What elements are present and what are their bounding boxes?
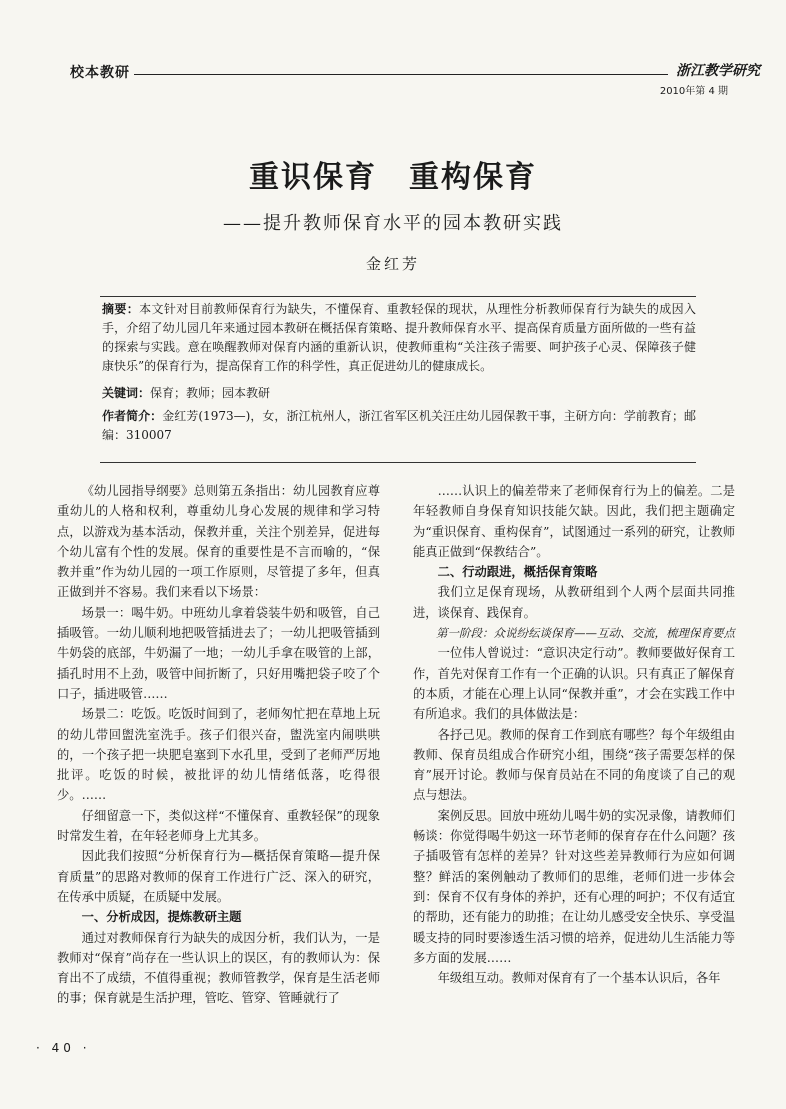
- issue-label: 2010年第 4 期: [659, 86, 728, 97]
- body-column-right: [413, 481, 735, 988]
- section-heading: 一、分析成因，提炼教研主题: [81, 910, 242, 925]
- paragraph: 《幼儿园指导纲要》总则第五条指出：幼儿园教育应尊重幼儿的人格和权利，尊重幼儿身心发展的规律和学习特点，以游戏为基本活动，保教并重，关注个别差异，促进每个幼儿富有个性的发展。保育的重要性是不言而喻的，“保教并重”作为幼儿园的一项工作原则，尽管提了多年，但真正做到并不容易。我们来看以下场景：: [57, 484, 380, 600]
- article-title: 重识保育 重构保育: [249, 160, 537, 195]
- running-header-section: 校本教研: [70, 65, 130, 81]
- paragraph: 通过对教师保育行为缺失的成因分析，我们认为，一是教师对“保育”尚存在一些认识上的误区，有的教师认为：保育出不了成绩，不值得重视；教师管教学，保育是生活老师的事；保育就是生活护理，管吃、管穿、管睡就行了: [57, 930, 380, 1006]
- keywords-line: [102, 384, 696, 403]
- article-author: 金红芳: [365, 255, 420, 273]
- paragraph: 场景二：吃饭。吃饭时间到了，老师匆忙把在草地上玩的幼儿带回盥洗室洗手。孩子们很兴奋，盥洗室内闹哄哄的，一个孩子把一块肥皂塞到下水孔里，受到了老师严厉地批评。吃饭的时候，被批评的幼儿情绪低落，吃得很少。……: [57, 707, 380, 803]
- paragraph: 各抒己见。教师的保育工作到底有哪些？每个年级组由教师、保育员组成合作研究小组，围绕“孩子需要怎样的保育”展开讨论。教师与保育员站在不同的角度谈了自己的观点与想法。: [413, 727, 735, 803]
- abstract-rule-top: [100, 296, 696, 297]
- abstract-rule-bottom: [100, 462, 696, 463]
- bio-text: 金红芳(1973—)，女，浙江杭州人，浙江省军区机关汪庄幼儿园保教干事，主研方向：学前教育；邮编：310007: [102, 409, 696, 442]
- paragraph: 一位伟人曾说过：“意识决定行动”。教师要做好保育工作，首先对保育工作有一个正确的认识。只有真正了解保育的本质，才能在心理上认同“保教并重”，才会在实践工作中有所追求。我们的具体做法是：: [413, 646, 735, 722]
- bio-label: 作者简介：: [102, 409, 163, 423]
- paragraph: 案例反思。回放中班幼儿喝牛奶的实况录像，请教师们畅谈：你觉得喝牛奶这一环节老师的保育存在什么问题？孩子插吸管有怎样的差异？针对这些差异教师行为应如何调整？鲜活的案例触动了教师们的思维，老师们进一步体会到：保育不仅有身体的养护，还有心理的呵护；不仅有适宜的帮助，还有能力的助推；在让幼儿感受安全快乐、享受温暖支持的同时要渗透生活习惯的培养，促进幼儿生活能力等多方面的发展……: [413, 808, 735, 965]
- keywords-text: 保育；教师；园本教研: [150, 386, 271, 400]
- article-subtitle: ——提升教师保育水平的园本教研实践: [223, 213, 563, 234]
- body-column-left: [57, 481, 380, 1009]
- keywords-label: 关键词：: [102, 386, 151, 400]
- page-number: · 40 ·: [36, 1041, 91, 1055]
- header-rule: [134, 74, 668, 75]
- author-bio: [102, 407, 696, 445]
- paragraph: ……认识上的偏差带来了老师保育行为上的偏差。二是年轻教师自身保育知识技能欠缺。因此，我们把主题确定为“重识保育、重构保育”，试图通过一系列的研究，让教师能真正做到“保教结合”。: [413, 484, 735, 559]
- section-heading: 二、行动跟进，概括保育策略: [437, 565, 598, 580]
- paragraph: 我们立足保育现场，从教研组到个人两个层面共同推进，谈保育、践保育。: [413, 585, 735, 620]
- paragraph: 场景一：喝牛奶。中班幼儿拿着袋装牛奶和吸管，自己插吸管。一幼儿顺利地把吸管插进去了；一幼儿把吸管插到牛奶袋的底部，牛奶漏了一地；一幼儿手拿在吸管的上部，插孔时用不上劲，吸管中间折断了，只好用嘴把袋子咬了个口子，插进吸管……: [57, 605, 380, 701]
- stage-heading: 第一阶段：众说纷纭谈保育——互动、交流，梳理保育要点: [436, 626, 735, 641]
- abstract-block: [102, 300, 696, 376]
- abstract-label: 摘要：: [102, 302, 140, 316]
- paragraph: 因此我们按照“分析保育行为—概括保育策略—提升保育质量”的思路对教师的保育工作进行广泛、深入的研究，在传承中质疑，在质疑中发展。: [57, 849, 380, 904]
- paragraph: 年级组互动。教师对保育有了一个基本认识后，各年: [437, 971, 721, 986]
- journal-logo: 浙江教学研究: [676, 63, 760, 79]
- abstract-text: 本文针对目前教师保育行为缺失，不懂保育、重教轻保的现状，从理性分析教师保育行为缺失的成因入手，介绍了幼儿园几年来通过园本教研在概括保育策略、提升教师保育水平、提高保育质量方面所做的一些有益的探索与实践。意在唤醒教师对保育内涵的重新认识，使教师重构“关注孩子需要、呵护孩子心灵、保障孩子健康快乐”的保育行为，提高保育工作的科学性，真正促进幼儿的健康成长。: [102, 302, 696, 373]
- paragraph: 仔细留意一下，类似这样“不懂保育、重教轻保”的现象时常发生着，在年轻老师身上尤其多。: [57, 808, 380, 844]
